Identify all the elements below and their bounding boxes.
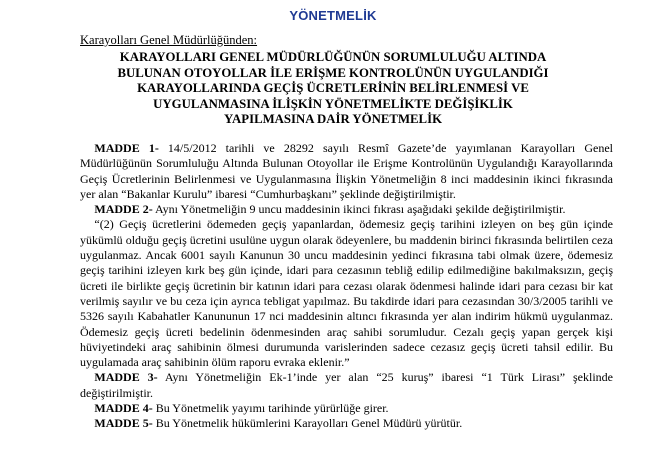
- section-title: YÖNETMELİK: [289, 8, 377, 23]
- article-2: [80, 202, 613, 217]
- issuer-line: Karayolları Genel Müdürlüğünden:: [80, 33, 258, 47]
- article-4: [80, 401, 613, 416]
- article-3: [80, 370, 613, 401]
- article-text: Bu Yönetmelik hükümlerini Karayolları Genel Müdürü yürütür.: [152, 416, 463, 431]
- article-label: MADDE 2-: [94, 202, 153, 217]
- regulation-title: [60, 50, 606, 128]
- article-label: MADDE 5-: [94, 416, 153, 431]
- regulation-title-line: BULUNAN OTOYOLLAR İLE ERİŞME KONTROLÜNÜN UYGULANDIĞI: [117, 65, 549, 80]
- article-label: MADDE 1-: [94, 141, 159, 155]
- regulation-title-line: KARAYOLLARI GENEL MÜDÜRLÜĞÜNÜN SORUMLULUĞU ALTINDA: [119, 50, 547, 64]
- article-text: 14/5/2012 tarihli ve 28292 sayılı Resmî Gazete’de yayımlanan Karayolları Genel Müdürlüğünün Sorumluluğu Altında Bulunan Otoyollar ile Erişme Kontrolünün Uygulandığı Karayollarında Geçiş Ücretlerinin Belirlenmesi ve Uygulanmasına İlişkin Yönetmeliğin 8 inci maddesinin ikinci fıkrasında yer alan “Bakanlar Kurulu” ibaresi “Cumhurbaşkanı” şeklinde değiştirilmiştir.: [80, 141, 613, 201]
- regulation-title-line: UYGULANMASINA İLİŞKİN YÖNETMELİKTE DEĞİŞİKLİK: [153, 96, 513, 111]
- article-label: MADDE 3-: [94, 370, 158, 385]
- regulation-body: [80, 141, 613, 432]
- article-text: Bu Yönetmelik yayımı tarihinde yürürlüğe girer.: [152, 401, 389, 416]
- article-5: [80, 416, 613, 431]
- article-1: [80, 141, 613, 202]
- article-label: MADDE 4-: [94, 401, 153, 416]
- regulation-title-line: KARAYOLLARINDA GEÇİŞ ÜCRETLERİNİN BELİRLENMESİ VE: [137, 81, 529, 96]
- regulation-title-line: YAPILMASINA DAİR YÖNETMELİK: [223, 112, 443, 127]
- article-text: “(2) Geçiş ücretlerini ödemeden geçiş yapanlardan, ödemesiz geçiş tarihini izleyen on beş gün içinde yükümlü olduğu geçiş ücretini usulüne uygun olarak ödeyenlere, bu maddenin birinci fıkrasında belirtilen ceza uygulanmaz. Ancak 6001 sayılı Kanunun 30 uncu maddesinin yedinci fıkrasına tabi olmak üzere, ödemesiz geçiş tarihini izleyen kırk beş gün içinde, idari para cezasının tebliğ edilip edilmediğine bakılmaksızın, geçiş ücreti ile birlikte geçiş ücretinin bir katının idari para cezası olarak ödenmesi halinde idari para cezası bir kat verilmiş sayılır ve bu ceza için ayrıca tebligat yapılmaz. Bu takdirde idari para cezasından 30/3/2005 tarihli ve 5326 sayılı Kabahatler Kanununun 17 nci maddesinin altıncı fıkrasında yer alan indirim hükmü uygulanmaz. Ödemesiz geçiş ücreti bedelinin ödenmesinden araç sahibi sorumludur. Cezalı geçiş yapan gerçek kişi hüviyetindeki araç sahibinin ölmesi durumunda varislerinden sadece cezasız geçiş ücreti tahsil edilir. Bu uygulamada araç sahibinin ölüm raporu evraka eklenir.”: [80, 217, 613, 370]
- article-text: Aynı Yönetmeliğin Ek-1’inde yer alan “25 kuruş” ibaresi “1 Türk Lirası” şeklinde değiştirilmiştir.: [80, 370, 613, 400]
- article-text: Aynı Yönetmeliğin 9 uncu maddesinin ikinci fıkrası aşağıdaki şekilde değiştirilmiştir.: [152, 202, 566, 217]
- article-2-quoted-paragraph: [80, 217, 613, 370]
